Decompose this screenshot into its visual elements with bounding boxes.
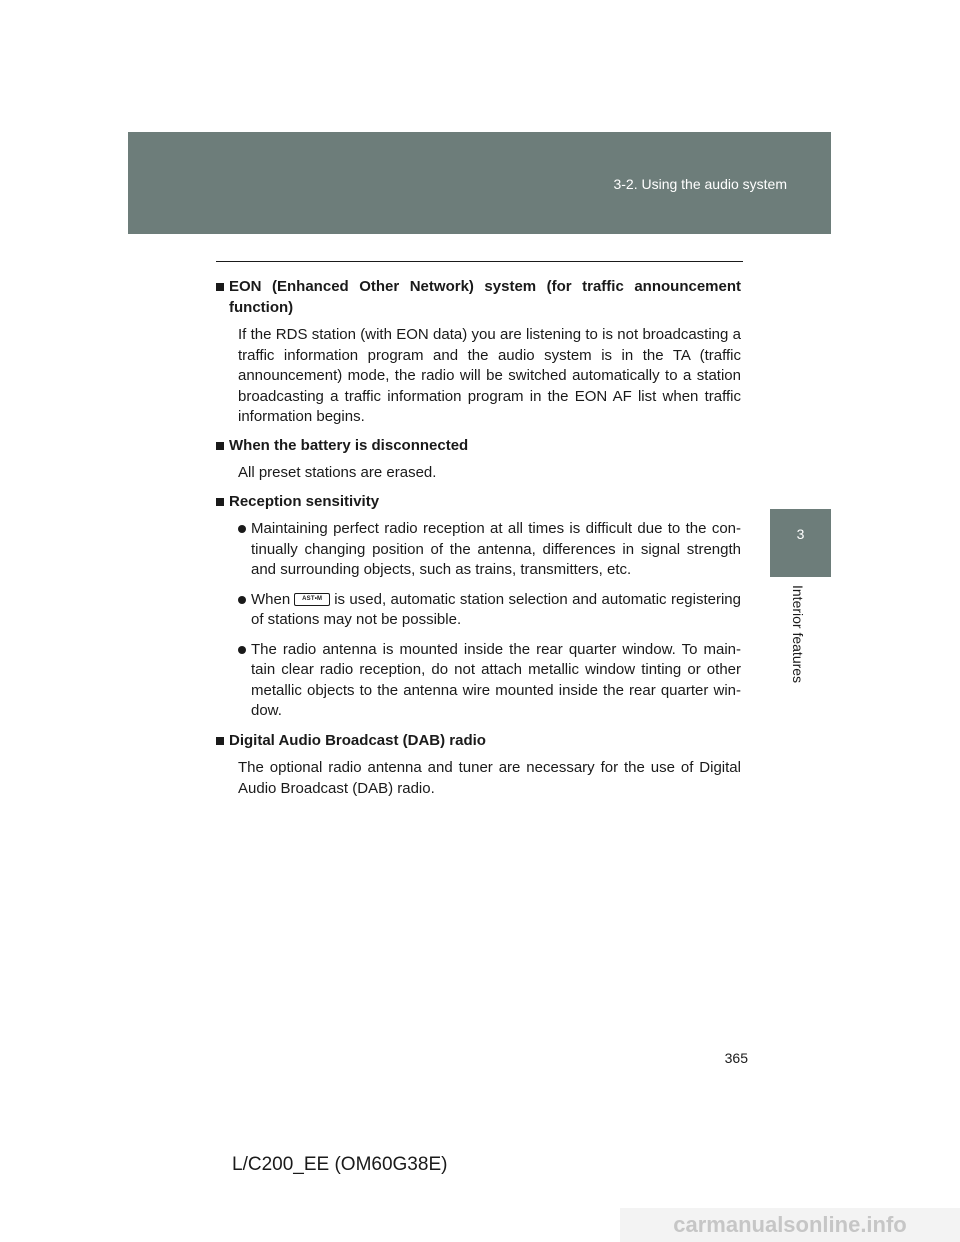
square-bullet-icon (216, 737, 224, 745)
header-rule (216, 261, 743, 262)
reception-heading-text: Reception sensitivity (229, 492, 380, 510)
round-bullet-icon (238, 525, 246, 533)
reception-bullet-2 (238, 590, 741, 631)
reception-bullet-1 (238, 519, 741, 581)
chapter-number: 3 (796, 526, 805, 542)
eon-body: If the RDS station (with EON data) you are listening to is not broadcasting a traffic information program and the audio system is in the TA (traffic announcement) mode, the radio will be switched automatically to a station broadcasting a traffic information program in the EON AF list when traffic information begins. (238, 326, 741, 425)
dab-heading-text: Digital Audio Broadcast (DAB) radio (229, 731, 486, 749)
section-title: 3-2. Using the audio system (613, 176, 787, 192)
round-bullet-icon (238, 596, 246, 604)
ast-button-label: AST•M (302, 596, 323, 603)
page-number: 365 (724, 1050, 748, 1066)
bullet-2-post: is used, automatic station selection and automatic registering of stations may not be possible. (251, 590, 741, 628)
reception-bullet-3 (238, 640, 741, 722)
eon-heading-text: EON (Enhanced Other Network) system (for traffic announcement function) (229, 278, 741, 316)
bullet-2-pre: When (251, 590, 291, 608)
eon-heading (216, 277, 741, 318)
document-code: L/C200_EE (OM60G38E) (232, 1154, 448, 1175)
battery-body: All preset stations are erased. (238, 464, 437, 481)
reception-heading (216, 492, 741, 513)
square-bullet-icon (216, 442, 224, 450)
watermark[interactable]: carmanualsonline.info (620, 1208, 960, 1242)
ast-button-icon (294, 593, 330, 606)
dab-body: The optional radio antenna and tuner are necessary for the use of Digital Audio Broadcast (DAB) radio. (238, 759, 741, 797)
square-bullet-icon (216, 283, 224, 291)
chapter-tab (770, 509, 831, 577)
battery-heading (216, 436, 741, 457)
dab-heading (216, 731, 741, 752)
round-bullet-icon (238, 646, 246, 654)
page-content (216, 277, 741, 807)
square-bullet-icon (216, 498, 224, 506)
reception-bullet-1-text: Maintaining perfect radio reception at all times is difficult due to the con-tinually changing position of the antenna, differences in signal strength and surrounding objects, such as trains, transmitters, etc. (251, 520, 741, 578)
chapter-label: Interior features (790, 585, 806, 684)
reception-bullet-2-text (251, 590, 741, 631)
reception-bullet-3-text: The radio antenna is mounted inside the rear quarter window. To main-tain clear radio reception, do not attach metallic window tinting or other metallic objects to the antenna wire mounted inside the rear quarter win-dow. (251, 640, 741, 719)
header-band (128, 132, 831, 234)
battery-heading-text: When the battery is disconnected (229, 436, 469, 454)
